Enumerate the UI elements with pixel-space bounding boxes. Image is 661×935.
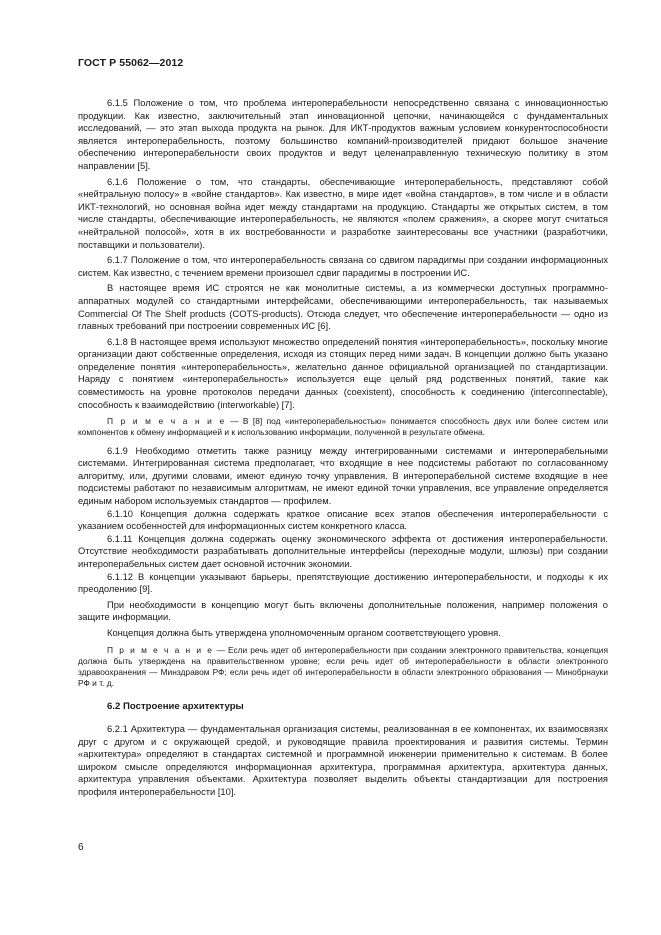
page-number: 6 xyxy=(78,842,84,853)
document-body xyxy=(78,97,608,799)
note-2-text: — Если речь идет об интероперабельности при создании электронного правительства, концепция должна быть утверждена на правительственном уровне; если речь идет об интероперабельности в области электронного здравоохранения — Минздравом РФ; если речь идет об интероперабельности в области электронного образования — Минобрнауки РФ и т. д. xyxy=(78,644,608,689)
paragraph-additional-provisions: При необходимости в концепцию могут быть включены дополнительные положения, например положения о защите информации. xyxy=(78,599,608,623)
note-1-text: — В [8] под «интероперабельностью» понимается способность двух или более систем или компонентов к обмену информацией и к использованию информации, полученной в результате обмена. xyxy=(78,416,608,438)
note-2 xyxy=(78,645,608,690)
paragraph-6-1-11: 6.1.11 Концепция должна содержать оценку экономического эффекта от достижения интероперабельности. Отсутствие необходимости разрабатывать дополнительные интерфейсы (переходные модули, шлюзы) при создании интероперабельных систем дает основной источник экономии. xyxy=(78,533,608,569)
paragraph-6-1-6: 6.1.6 Положение о том, что стандарты, обеспечивающие интероперабельность, представляют собой «нейтральную полосу» в «войне стандартов». Как известно, в мире идет «война стандартов», в том числе и в области ИКТ-технологий, но основная война идет между стандартами на продукцию. Стандарты же открытых систем, в том числе стандарты, обеспечивающие интероперабельность, не являются «полем сражения», а скорее могут считаться «нейтральной полосой», хотя в их востребованности и разработке заинтересованы все участники (разработчики, поставщики и пользователи). xyxy=(78,176,608,250)
document-header: ГОСТ Р 55062—2012 xyxy=(78,57,184,69)
paragraph-6-1-7-continuation: В настоящее время ИС строятся не как монолитные системы, а из коммерчески доступных программно-аппаратных модулей со стандартными интерфейсами, обеспечивающими интероперабельность, так называемых Commercial Of The Shelf products (COTS-products). Отсюда следует, что обеспечение интероперабельности — одно из главных требований при построении современных ИС [6]. xyxy=(78,283,608,332)
note-2-label: П р и м е ч а н и е xyxy=(107,644,214,655)
paragraph-6-1-8: 6.1.8 В настоящее время используют множество определений понятия «интероперабельность», поскольку многие организации дают собственные определения, исходя из стоящих перед ними задач. В концепции должно быть указано определение понятия «интероперабельность», желательно данное официальной организацией по стандартизации. Наряду с понятием «интероперабельность» используется еще целый ряд родственных понятий, такие как совместимость на уровне протоколов передачи данных (coexistent), способность к соединению (interconnectable), способность к взаимодействию (interworkable) [7]. xyxy=(78,336,608,410)
note-1-label: П р и м е ч а н и е xyxy=(107,416,226,427)
section-heading-6-2: 6.2 Построение архитектуры xyxy=(107,701,244,713)
paragraph-6-1-5: 6.1.5 Положение о том, что проблема интероперабельности непосредственно связана с инновационностью продукции. Как известно, заключительный этап инновационной цепочки, начинающейся с фундаментальных исследований, — это этап выхода продукта на рынок. Для ИКТ-продуктов важным условием конкурентоспособности является интероперабельность, поэтому большинство компаний-производителей придают большое значение обеспечению интероперабельности своих продуктов и ведут целенаправленную техническую политику в этом направлении [5]. xyxy=(78,98,608,171)
paragraph-6-2-1: 6.2.1 Архитектура — фундаментальная организация системы, реализованная в ее компонентах, их взаимосвязях друг с другом и с окружающей средой, и руководящие правила проектирования и развития системы. Термин «архитектура» определяют в стандартах системной и программной инженерии применительно к системам. В более широком смысле определяются информационная архитектура, программная архитектура, архитектура данных, архитектура управления объектами. Архитектура позволяет выделить объекты стандартизации для построения профиля интероперабельности [10]. xyxy=(78,723,608,797)
paragraph-approval: Концепция должна быть утверждена уполномоченным органом соответствующего уровня. xyxy=(107,627,501,638)
paragraph-6-1-9: 6.1.9 Необходимо отметить также разницу между интегрированными системами и интероперабельными системами. Интегрированная система предполагает, что входящие в нее подсистемы работают по согласованному алгоритму, или, другими словами, имеют единую точку управления. В интероперабельной системе входящие в нее подсистемы работают по независимым алгоритмам, не имеют единой точки управления, все управление определяется единым набором используемых стандартов — профилем. xyxy=(78,445,608,507)
note-1 xyxy=(78,416,608,438)
paragraph-6-1-12: 6.1.12 В концепции указывают барьеры, препятствующие достижению интероперабельности, и подходы к их преодолению [9]. xyxy=(78,571,608,595)
paragraph-6-1-7: 6.1.7 Положение о том, что интероперабельность связана со сдвигом парадигмы при создании информационных систем. Как известно, с течением времени произошел сдвиг парадигмы в построении ИС. xyxy=(78,255,608,278)
paragraph-6-1-10: 6.1.10 Концепция должна содержать краткое описание всех этапов обеспечения интероперабельности с указанием особенностей для информационных систем конкретного класса. xyxy=(78,508,608,532)
